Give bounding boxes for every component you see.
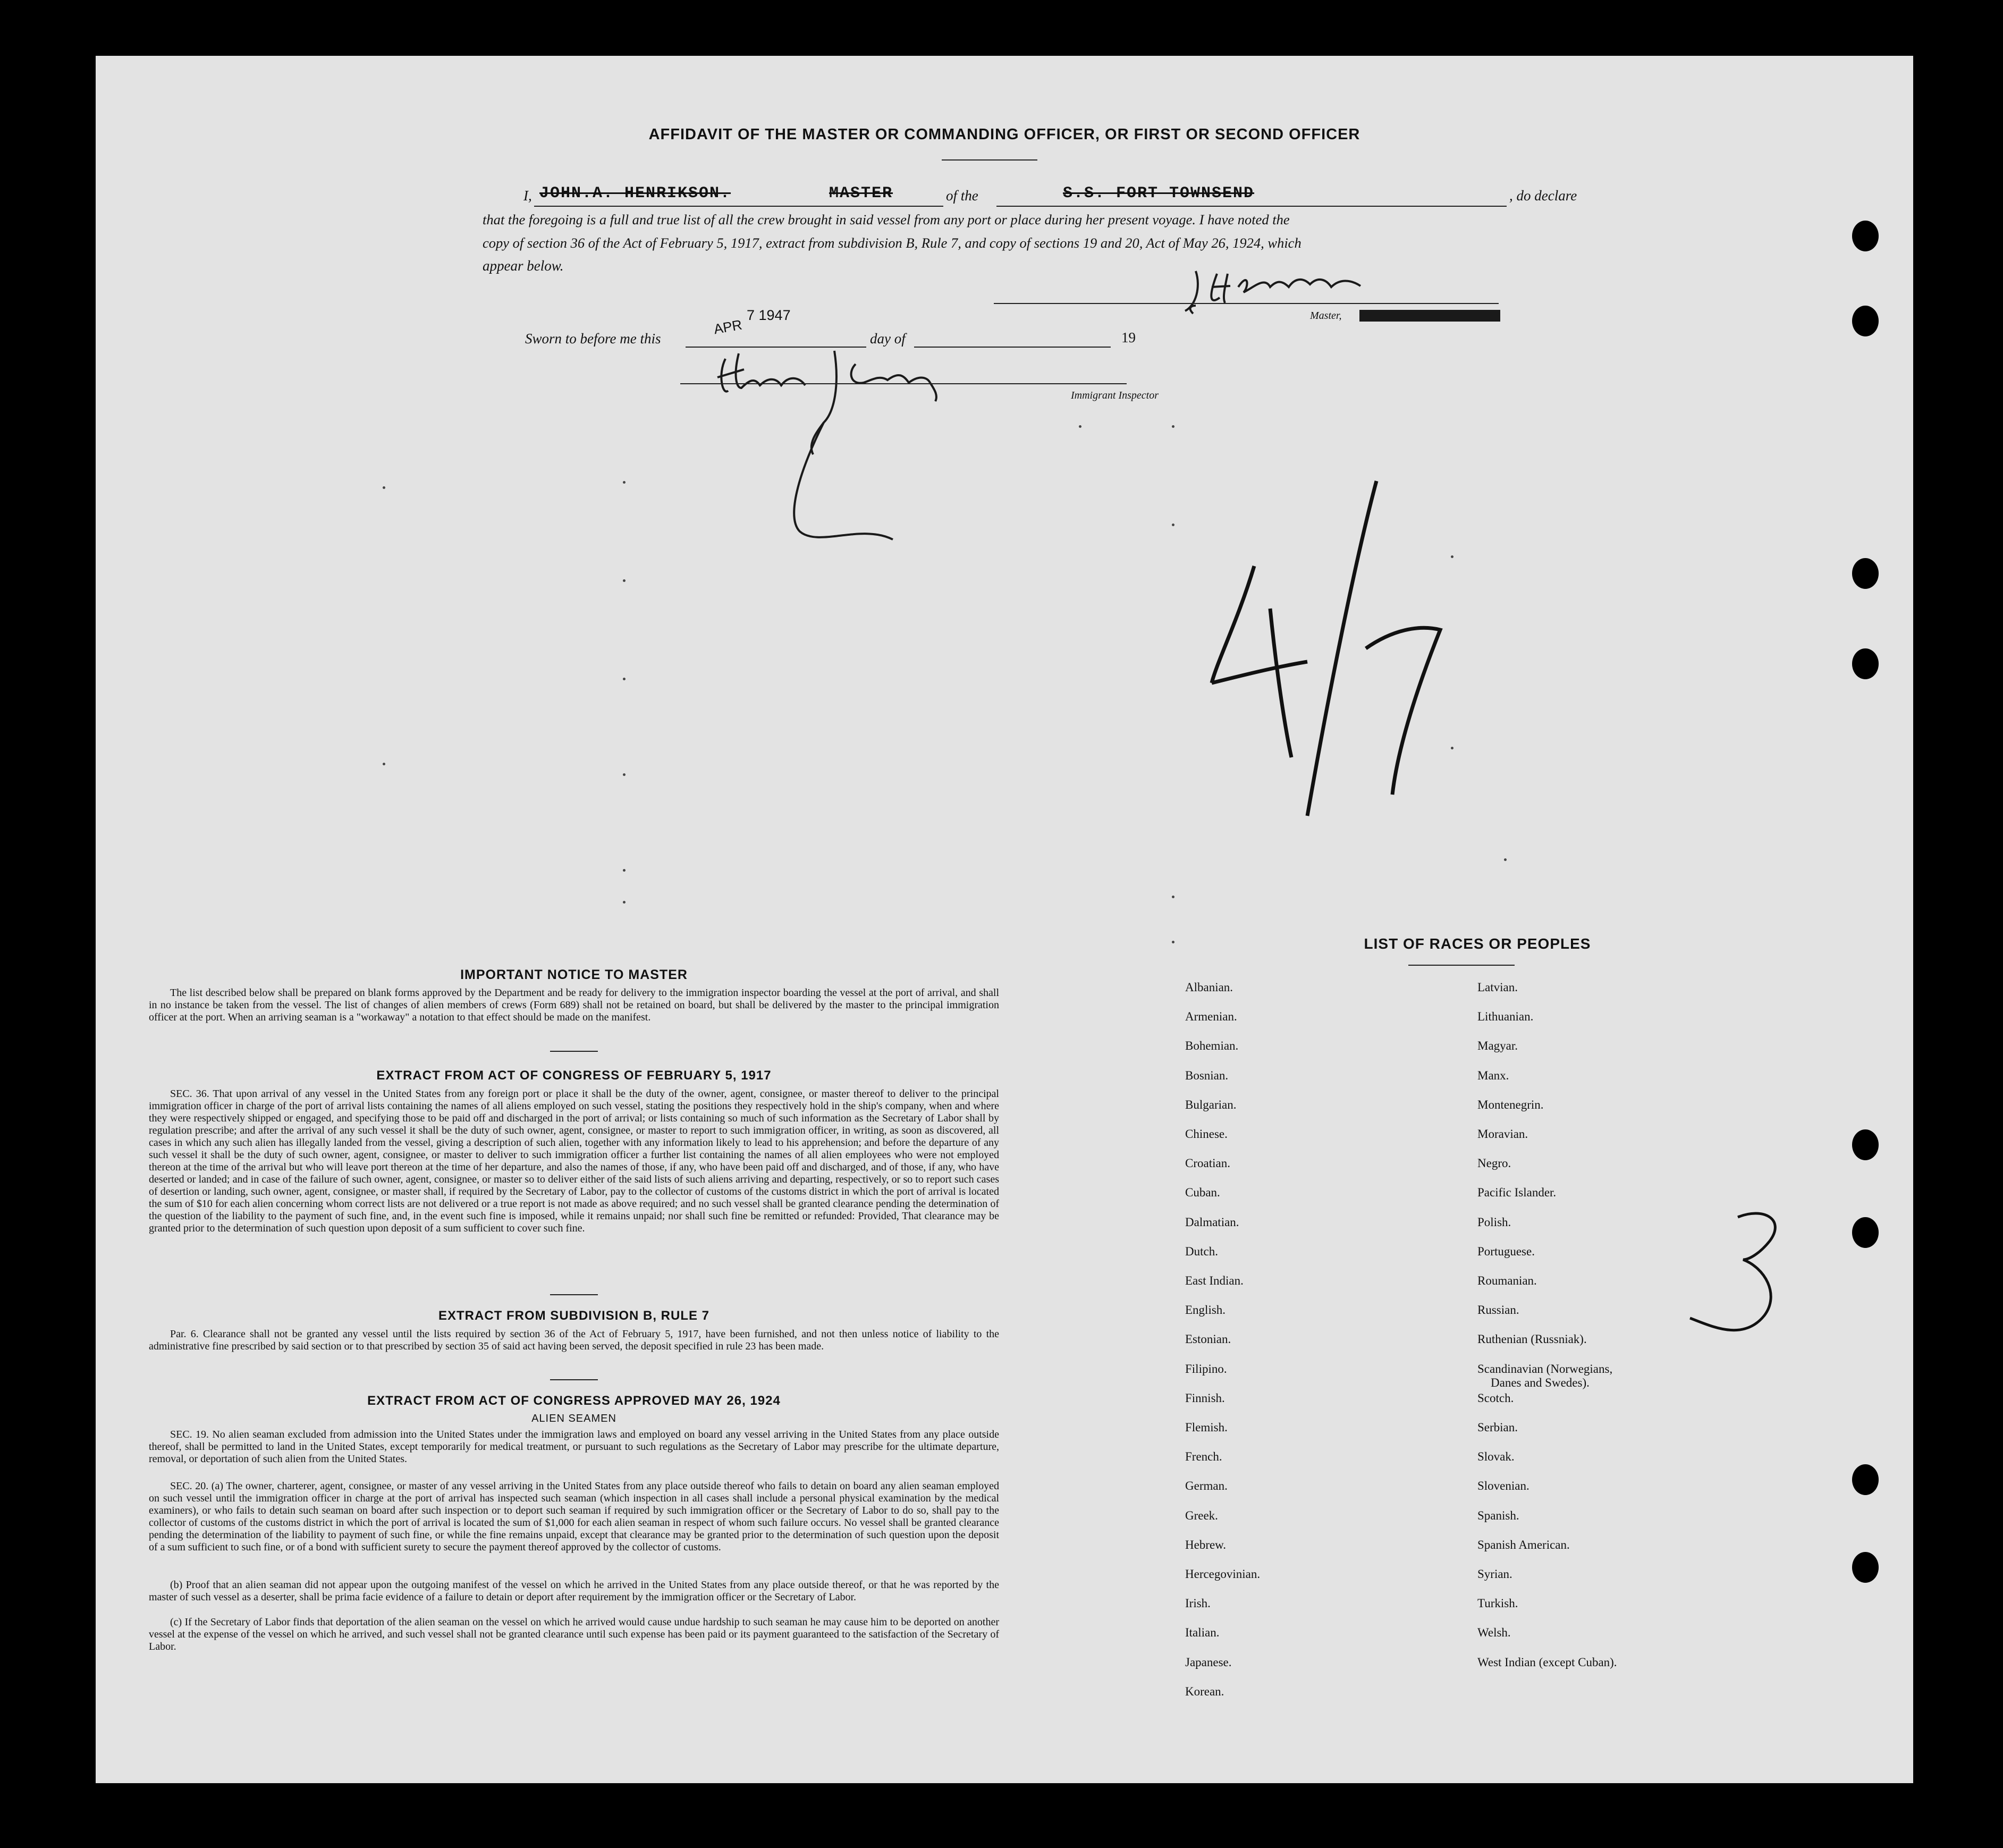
document-page bbox=[96, 56, 1913, 1783]
race-item: Negro. bbox=[1477, 1157, 1511, 1170]
vessel-name: S.S. FORT TOWNSEND bbox=[1063, 184, 1255, 202]
stamp-date: 7 1947 bbox=[747, 307, 791, 323]
column-dot bbox=[623, 869, 626, 872]
redacted-title bbox=[1359, 310, 1500, 322]
race-item: Filipino. bbox=[1185, 1362, 1227, 1376]
race-item: German. bbox=[1185, 1479, 1228, 1493]
of-the-label: of the bbox=[946, 188, 978, 204]
race-item: Albanian. bbox=[1185, 981, 1233, 994]
affidavit-line-2: that the foregoing is a full and true list of all the crew brought in said vessel from any port or place during her present voyage. I have noted the bbox=[483, 212, 1290, 227]
name-line bbox=[534, 206, 943, 207]
binder-hole-5 bbox=[1852, 1129, 1879, 1160]
column-dot bbox=[623, 773, 626, 776]
extract-1924-title: EXTRACT FROM ACT OF CONGRESS APPROVED MAY 26, 1924 bbox=[367, 1394, 781, 1408]
extract-1924-sec20a: SEC. 20. (a) The owner, charterer, agent, consignee, or master of any vessel arriving in the United States from any place outside thereof who fails to detain on board any alien seaman employed on such vessel until the immigration officer in charge at the port of arrival has inspected such seaman (which inspection in all cases shall include a personal physical examination by the medical examiners), or who fails to detain such seaman on board after such inspection or to deport such seaman if required by such immigration officer or the Secretary of Labor to do so, shall pay to the collector of customs of the customs district in which the port of arrival is located the sum of $1,000 for each alien seaman in respect of whom such failure occurs. No vessel shall be granted clearance pending the determination of the liability to payment of such fine, or while the fine remains unpaid, except that clearance may be granted prior to the determination of such question upon the deposit of a sum sufficient to such fine, or of a bond with sufficient surety to secure the payment thereof approved by the collector of customs. bbox=[149, 1480, 999, 1553]
race-item: Montenegrin. bbox=[1477, 1098, 1544, 1111]
column-dot bbox=[1172, 524, 1174, 526]
race-item: Finnish. bbox=[1185, 1391, 1225, 1405]
affidavit-line-3: copy of section 36 of the Act of February 5, 1917, extract from subdivision B, Rule 7, and copy of sections 19 and 20, Act of May 26, 1924, which bbox=[483, 235, 1301, 251]
race-item: Hebrew. bbox=[1185, 1538, 1227, 1551]
race-item: Latvian. bbox=[1477, 981, 1518, 994]
column-dot bbox=[1451, 747, 1453, 749]
race-item: Slovenian. bbox=[1477, 1479, 1529, 1493]
master-label: Master, bbox=[1310, 310, 1342, 322]
race-item: Scandinavian (Norwegians, bbox=[1477, 1362, 1613, 1376]
rule7-divider bbox=[550, 1379, 598, 1380]
binder-hole-1 bbox=[1852, 221, 1879, 251]
extract-1917-title: EXTRACT FROM ACT OF CONGRESS OF FEBRUARY 5, 1917 bbox=[376, 1068, 772, 1083]
race-item: Danes and Swedes). bbox=[1491, 1376, 1590, 1389]
race-item: Croatian. bbox=[1185, 1157, 1230, 1170]
race-item: Irish. bbox=[1185, 1597, 1211, 1610]
race-item: Manx. bbox=[1477, 1068, 1509, 1082]
column-dot bbox=[1172, 425, 1174, 428]
binder-hole-6 bbox=[1852, 1217, 1879, 1248]
race-item: Spanish. bbox=[1477, 1508, 1519, 1522]
race-item: French. bbox=[1185, 1450, 1222, 1464]
race-item: Portuguese. bbox=[1477, 1244, 1535, 1258]
race-item: Dalmatian. bbox=[1185, 1215, 1239, 1229]
race-item: Magyar. bbox=[1477, 1039, 1518, 1053]
do-declare-label: , do declare bbox=[1509, 188, 1577, 204]
rule7-text: Par. 6. Clearance shall not be granted any vessel until the lists required by section 36 of the Act of February 5, 1917, have been furnished, and not then unless notice of liability to the administrative fine prescribed by said section or to that prescribed by section 35 of said act having been served, the deposit specified in rule 23 has been made. bbox=[149, 1328, 999, 1352]
title-divider bbox=[942, 159, 1037, 161]
column-dot bbox=[383, 486, 385, 489]
stamp-month: APR bbox=[712, 316, 743, 337]
race-item: Italian. bbox=[1185, 1626, 1220, 1640]
extract-1924-subtitle: ALIEN SEAMEN bbox=[531, 1413, 616, 1424]
column-dot bbox=[623, 901, 626, 904]
race-item: Greek. bbox=[1185, 1508, 1218, 1522]
race-item: Bohemian. bbox=[1185, 1039, 1239, 1053]
race-item: Polish. bbox=[1477, 1215, 1511, 1229]
binder-hole-8 bbox=[1852, 1552, 1879, 1583]
year-prefix: 19 bbox=[1121, 330, 1136, 345]
race-item: Slovak. bbox=[1477, 1450, 1515, 1464]
column-dot bbox=[1079, 425, 1081, 428]
column-dot bbox=[1172, 941, 1174, 943]
vessel-line bbox=[996, 206, 1507, 207]
race-item: Flemish. bbox=[1185, 1421, 1228, 1434]
binder-hole-2 bbox=[1852, 306, 1879, 336]
affidavit-title: AFFIDAVIT OF THE MASTER OR COMMANDING OFFICER, OR FIRST OR SECOND OFFICER bbox=[648, 126, 1360, 143]
race-item: East Indian. bbox=[1185, 1274, 1244, 1287]
extract-1924-sec19: SEC. 19. No alien seaman excluded from admission into the United States under the immigration laws and employed on board any vessel arriving in the United States from any place outside thereof, shall be permitted to land in the United States, except temporarily for medical treatment, or pursuant to such regulations as the Secretary of Labor may prescribe for the ultimate departure, removal, or deportation of such alien from the United States. bbox=[149, 1429, 999, 1465]
race-item: Welsh. bbox=[1477, 1626, 1511, 1640]
races-divider bbox=[1408, 965, 1515, 966]
race-item: Korean. bbox=[1185, 1684, 1224, 1698]
race-item: Bosnian. bbox=[1185, 1068, 1229, 1082]
affidavit-i-label: I, bbox=[523, 188, 532, 204]
master-name: JOHN.A. HENRIKSON. bbox=[539, 184, 731, 202]
race-item: Serbian. bbox=[1477, 1421, 1518, 1434]
column-dot bbox=[1504, 858, 1507, 861]
notice-text: The list described below shall be prepared on blank forms approved by the Department and be ready for delivery to the immigration inspector boarding the vessel at the port of arrival, and shall in no instance be taken from the vessel. The list of changes of alien members of crews (Form 689) shall not be retained on board, but shall be delivered by the master to the principal immigration officer at the port. When an arriving seaman is a "workaway" a notation to that effect should be made on the manifest. bbox=[149, 987, 999, 1023]
column-dot bbox=[1451, 555, 1453, 558]
race-item: Lithuanian. bbox=[1477, 1010, 1534, 1024]
handwritten-small-mark bbox=[1658, 1199, 1823, 1390]
races-title: LIST OF RACES OR PEOPLES bbox=[1364, 935, 1591, 952]
handwritten-big-mark bbox=[1190, 470, 1488, 853]
race-item: English. bbox=[1185, 1303, 1226, 1317]
extract-1917-divider bbox=[550, 1294, 598, 1295]
master-rank: MASTER bbox=[829, 184, 893, 202]
column-dot bbox=[1172, 896, 1174, 898]
master-signature-line bbox=[994, 303, 1499, 304]
race-item: Turkish. bbox=[1477, 1597, 1518, 1610]
race-item: Roumanian. bbox=[1477, 1274, 1537, 1287]
race-item: Spanish American. bbox=[1477, 1538, 1570, 1551]
inspector-signature bbox=[702, 343, 1031, 582]
race-item: Moravian. bbox=[1477, 1127, 1528, 1141]
inspector-line bbox=[680, 383, 1127, 384]
binder-hole-7 bbox=[1852, 1464, 1879, 1495]
sworn-label: Sworn to before me this bbox=[525, 331, 661, 347]
binder-hole-3 bbox=[1852, 558, 1879, 589]
column-dot bbox=[383, 763, 385, 765]
race-item: Pacific Islander. bbox=[1477, 1186, 1557, 1200]
race-item: Bulgarian. bbox=[1185, 1098, 1237, 1111]
extract-1917-text: SEC. 36. That upon arrival of any vessel in the United States from any foreign port or place it shall be the duty of the owner, agent, consignee, or master thereof to deliver to the principal immigration officer in charge of the port of arrival lists containing the names of all aliens employed on such vessel, stating the positions they respectively hold in the ship's company, when and where they were respectively shipped or engaged, and specifying those to be paid off and discharged in the port of arrival; or lists containing so much of such information as the Secretary of Labor shall by regulation prescribe; and after the arrival of any such vessel it shall be the duty of such owner, agent, consignee, or master to report to such immigration officer, in writing, as soon as discovered, all cases in which any such alien has illegally landed from the vessel, giving a description of such alien, together with any information likely to lead to his apprehension; and before the departure of any such vessel it shall be the duty of such owner, agent, consignee, or master to deliver to such immigration officer a further list containing the names of all alien employees who were not employed thereon at the time of the arrival but who will leave port thereon at the time of her departure, and also the names of those, if any, who have been paid off and discharged, and of those, if any, who have deserted or landed; and in case of the failure of such owner, agent, consignee, or master so to deliver either of the said lists of such aliens arriving and departing, respectively, or so to report such cases of desertion or landing, such owner, agent, consignee, or master shall, if required by the Secretary of Labor, pay to the collector of customs of the customs district in which the port of arrival is located the sum of $10 for each alien concerning whom correct lists are not delivered or a true report is not made as above required; and no such vessel shall be granted clearance pending the determination of the question of the liability to the payment of such fine, and, in the event such fine is imposed, while it remains unpaid; nor shall such fine be remitted or refunded: Provided, That clearance may be granted prior to the determination of such question upon deposit of a sum sufficient to cover such fine. bbox=[149, 1088, 999, 1234]
extract-1924-sec20c: (c) If the Secretary of Labor finds that deportation of the alien seaman on the vessel on which he arrived would cause undue hardship to such seaman he may cause him to be deported on another vessel at the expense of the vessel on which he arrived, and such vessel shall not be granted clearance until such expense has been paid or its payment guaranteed to the satisfaction of the Secretary of Labor. bbox=[149, 1616, 999, 1652]
affidavit-line-4: appear below. bbox=[483, 258, 564, 274]
notice-divider bbox=[550, 1051, 598, 1052]
rule7-title: EXTRACT FROM SUBDIVISION B, RULE 7 bbox=[438, 1309, 710, 1323]
column-dot bbox=[623, 678, 626, 680]
race-item: Scotch. bbox=[1477, 1391, 1514, 1405]
day-of-label: day of bbox=[870, 331, 906, 347]
notice-title: IMPORTANT NOTICE TO MASTER bbox=[460, 967, 688, 982]
race-item: Japanese. bbox=[1185, 1655, 1232, 1669]
race-item: Armenian. bbox=[1185, 1010, 1237, 1024]
race-item: Hercegovinian. bbox=[1185, 1567, 1261, 1581]
race-item: Estonian. bbox=[1185, 1332, 1231, 1346]
race-item: West Indian (except Cuban). bbox=[1477, 1655, 1617, 1669]
race-item: Syrian. bbox=[1477, 1567, 1512, 1581]
race-item: Dutch. bbox=[1185, 1244, 1218, 1258]
inspector-label: Immigrant Inspector bbox=[1071, 390, 1159, 401]
race-item: Ruthenian (Russniak). bbox=[1477, 1332, 1587, 1346]
column-dot bbox=[623, 579, 626, 582]
column-dot bbox=[623, 481, 626, 484]
extract-1924-sec20b: (b) Proof that an alien seaman did not appear upon the outgoing manifest of the vessel on which he arrived in the United States from any place outside thereof, or that he was reported by the master of such vessel as a deserter, shall be prima facie evidence of a failure to detain or deport after requirement by the immigration officer or the Secretary of Labor. bbox=[149, 1579, 999, 1603]
binder-hole-4 bbox=[1852, 648, 1879, 679]
race-item: Chinese. bbox=[1185, 1127, 1228, 1141]
race-item: Cuban. bbox=[1185, 1186, 1220, 1200]
race-item: Russian. bbox=[1477, 1303, 1519, 1317]
